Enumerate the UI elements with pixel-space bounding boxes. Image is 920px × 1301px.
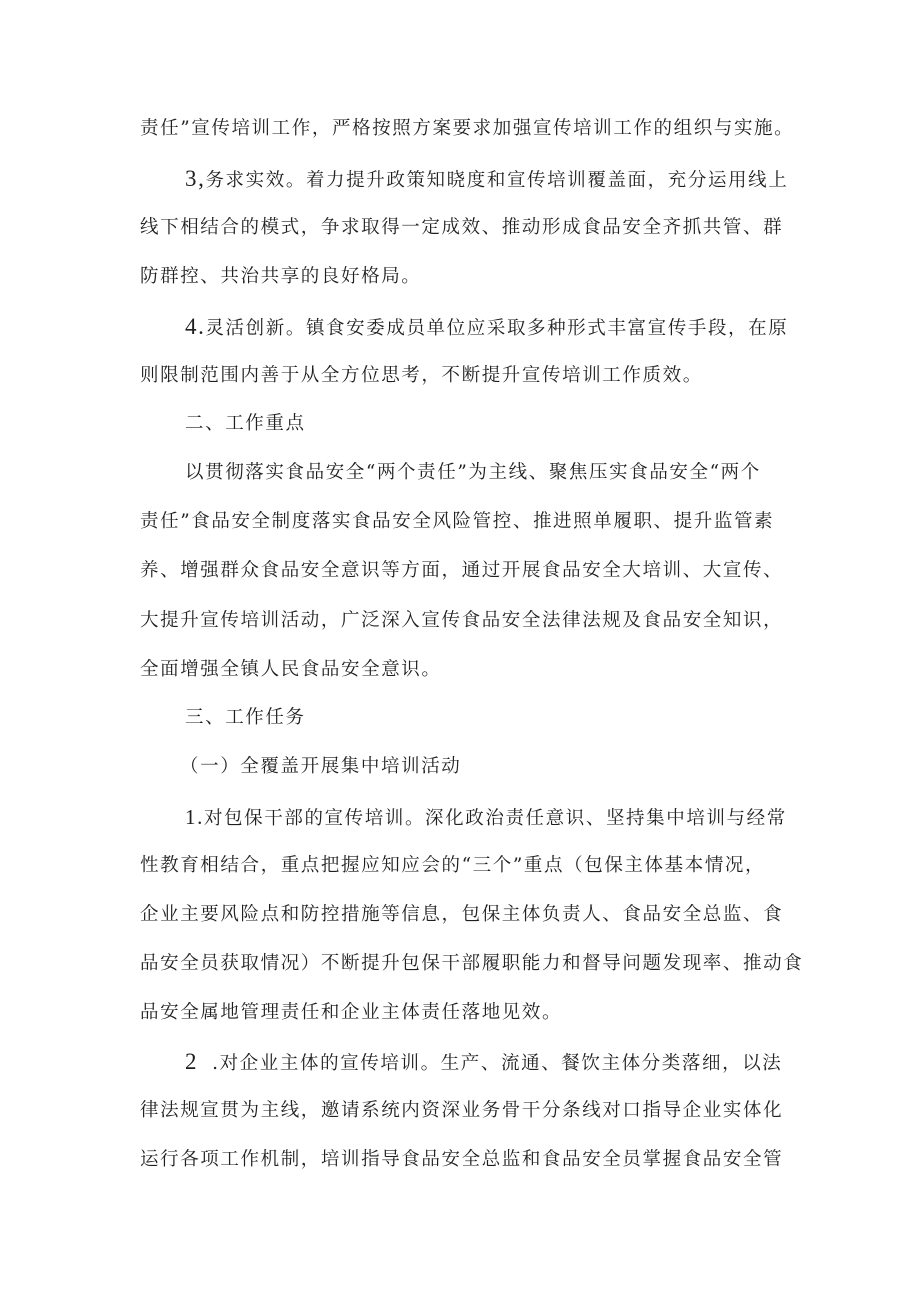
text-line: 运行各项工作机制，培训指导食品安全总监和食品安全员掌握食品安全管 xyxy=(140,1149,784,1170)
text-line: 责任”宣传培训工作，严格按照方案要求加强宣传培训工作的组织与实施。 xyxy=(140,118,795,139)
text-line: 品安全属地管理责任和企业主体责任落地见效。 xyxy=(140,1002,563,1023)
text-line: 养、增强群众食品安全意识等方面，通过开展食品安全大培训、大宣传、 xyxy=(140,560,784,581)
text-line: 则限制范围内善于从全方位思考，不断提升宣传培训工作质效。 xyxy=(140,365,703,386)
list-number: 2 xyxy=(185,1049,199,1074)
list-number: 1. xyxy=(185,805,204,829)
text-line xyxy=(185,316,788,340)
text-line: 企业主要风险点和防控措施等信息，包保主体负责人、食品安全总监、食 xyxy=(140,904,784,925)
text-line: 大提升宣传培训活动，广泛深入宣传食品安全法律法规及食品安全知识， xyxy=(140,610,784,631)
text-line: 律法规宣贯为主线，邀请系统内资深业务骨干分条线对口指导企业实体化 xyxy=(140,1100,784,1121)
text-line: 以贯彻落实食品安全“两个责任”为主线、聚焦压实食品安全“两个 xyxy=(185,462,761,483)
list-number: 4. xyxy=(185,314,206,339)
section-heading: 三、工作任务 xyxy=(185,707,306,728)
subsection-heading: （一）全覆盖开展集中培训活动 xyxy=(180,756,462,777)
section-heading: 二、工作重点 xyxy=(185,413,306,434)
text-line: 防群控、共治共享的良好格局。 xyxy=(140,266,422,287)
list-number: 3, xyxy=(185,166,206,191)
text-span: 务求实效。着力提升政策知晓度和宣传培训覆盖面，充分运用线上 xyxy=(205,170,789,191)
text-line: 性教育相结合，重点把握应知应会的“三个”重点（包保主体基本情况， xyxy=(140,855,766,876)
text-line xyxy=(185,168,788,192)
text-span: .对企业主体的宣传培训。生产、流通、餐饮主体分类落细，以法 xyxy=(212,1053,783,1074)
text-line xyxy=(185,806,787,830)
text-line: 责任”食品安全制度落实食品安全风险管控、推进照单履职、提升监管素 xyxy=(140,511,775,532)
text-line xyxy=(185,1051,782,1075)
text-span: 对包保干部的宣传培训。深化政治责任意识、坚持集中培训与经常 xyxy=(203,808,787,829)
text-line: 线下相结合的模式，争求取得一定成效、推动形成食品安全齐抓共管、群 xyxy=(140,217,784,238)
text-line: 品安全员获取情况）不断提升包保干部履职能力和督导问题发现率、推动食 xyxy=(140,953,804,974)
text-line: 全面增强全镇人民食品安全意识。 xyxy=(140,659,442,680)
text-span: 灵活创新。镇食安委成员单位应采取多种形式丰富宣传手段，在原 xyxy=(205,318,789,339)
